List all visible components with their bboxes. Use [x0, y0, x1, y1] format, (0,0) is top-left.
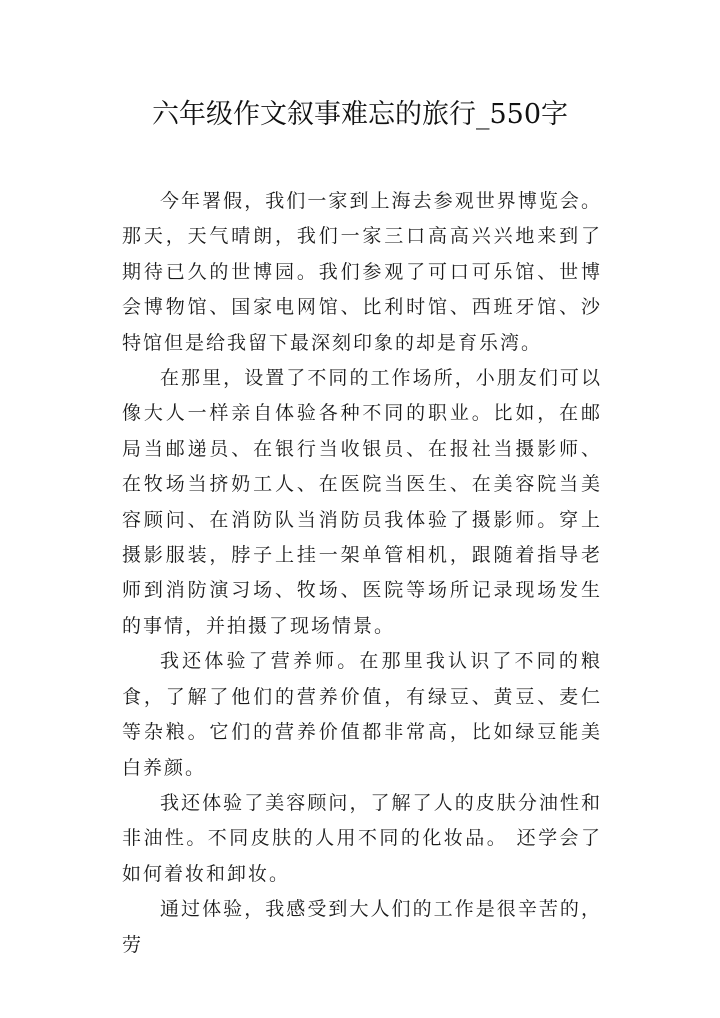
paragraph-1: 今年署假，我们一家到上海去参观世界博览会。那天，天气晴朗，我们一家三口高高兴兴地来到了期待已久的世博园。我们参观了可口可乐馆、世博会博物馆、国家电网馆、比利时馆、西班牙馆、沙特馆但是给我留下最深刻印象的却是育乐湾。: [122, 190, 602, 354]
document-body: [122, 184, 602, 963]
paragraph-5: 通过体验，我感受到大人们的工作是很辛苦的，劳: [122, 898, 602, 956]
document-title: 六年级作文叙事难忘的旅行_550字: [151, 99, 569, 130]
paragraph-3: 我还体验了营养师。在那里我认识了不同的粮食，了解了他们的营养价值，有绿豆、黄豆、麦仁等杂粮。它们的营养价值都非常高，比如绿豆能美白养颜。: [122, 650, 602, 779]
paragraph-4: 我还体验了美容顾问，了解了人的皮肤分油性和非油性。不同皮肤的人用不同的化妆品。 还学会了如何着妆和卸妆。: [122, 791, 602, 885]
paragraph-2: 在那里，设置了不同的工作场所，小朋友们可以像大人一样亲自体验各种不同的职业。比如，在邮局当邮递员、在银行当收银员、在报社当摄影师、在牧场当挤奶工人、在医院当医生、在美容院当美容顾问、在消防队当消防员我体验了摄影师。穿上摄影服装，脖子上挂一架单管相机，跟随着指导老师到消防演习场、牧场、医院等场所记录现场发生的事情，并拍摄了现场情景。: [122, 367, 602, 637]
